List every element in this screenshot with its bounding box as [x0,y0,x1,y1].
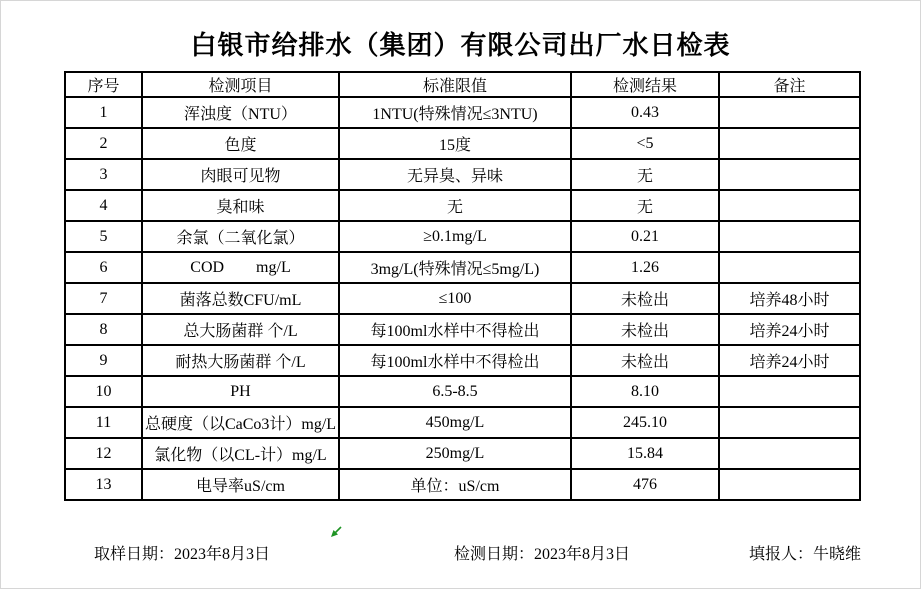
cell-note [719,128,860,159]
table-row [65,407,860,438]
footer [64,539,862,565]
cell-result: 476 [571,469,719,500]
cell-note [719,252,860,283]
cell-result: 未检出 [571,283,719,314]
table-row [65,376,860,407]
cell-note [719,438,860,469]
cell-limit: ≥0.1mg/L [339,221,571,252]
cell-limit: 无异臭、异味 [339,159,571,190]
cell-item: 菌落总数CFU/mL [142,283,339,314]
cell-no: 3 [65,159,142,190]
cell-note: 培养48小时 [719,283,860,314]
cell-result: 245.10 [571,407,719,438]
cell-limit: 3mg/L(特殊情况≤5mg/L) [339,252,571,283]
cell-no: 13 [65,469,142,500]
cell-limit: 450mg/L [339,407,571,438]
cell-note [719,190,860,221]
cell-no: 6 [65,252,142,283]
cell-note: 培养24小时 [719,345,860,376]
cell-no: 7 [65,283,142,314]
table-row [65,345,860,376]
table-row [65,128,860,159]
cell-item: 浑浊度（NTU） [142,97,339,128]
cell-result: 无 [571,190,719,221]
cell-item: 肉眼可见物 [142,159,339,190]
table-row [65,159,860,190]
cell-note [719,407,860,438]
cell-note [719,221,860,252]
cell-item: 氯化物（以CL-计）mg/L [142,438,339,469]
cell-result: 未检出 [571,345,719,376]
cell-result: 15.84 [571,438,719,469]
header-item: 检测项目 [142,72,339,97]
cell-note [719,159,860,190]
inspection-table [64,71,861,501]
cell-limit: 单位：uS/cm [339,469,571,500]
table-row [65,221,860,252]
table-row [65,314,860,345]
cell-note [719,97,860,128]
cell-no: 12 [65,438,142,469]
cell-no: 8 [65,314,142,345]
cell-item: PH [142,376,339,407]
cell-no: 10 [65,376,142,407]
table-row [65,438,860,469]
reporter-label: 填报人：牛晓维 [749,546,862,563]
test-date-label: 检测日期：2023年8月3日 [454,546,631,563]
cell-limit: 250mg/L [339,438,571,469]
cell-item: 总硬度（以CaCo3计）mg/L [142,407,339,438]
cell-item: 色度 [142,128,339,159]
cell-result: <5 [571,128,719,159]
cell-result: 0.21 [571,221,719,252]
cell-limit: 15度 [339,128,571,159]
cell-result: 0.43 [571,97,719,128]
cell-limit: 1NTU(特殊情况≤3NTU) [339,97,571,128]
cell-limit: 6.5-8.5 [339,376,571,407]
cell-result: 未检出 [571,314,719,345]
header-note: 备注 [719,72,860,97]
cell-item: 余氯（二氧化氯） [142,221,339,252]
cell-no: 11 [65,407,142,438]
cell-result: 8.10 [571,376,719,407]
cell-no: 2 [65,128,142,159]
cell-note [719,376,860,407]
cell-result: 无 [571,159,719,190]
table-header-row [65,72,860,97]
cell-no: 4 [65,190,142,221]
header-no: 序号 [65,72,142,97]
cell-limit: 每100ml水样中不得检出 [339,314,571,345]
page-title: 白银市给排水（集团）有限公司出厂水日检表 [190,31,731,60]
cell-item: 臭和味 [142,190,339,221]
table-row [65,283,860,314]
table-row [65,469,860,500]
cell-limit: 每100ml水样中不得检出 [339,345,571,376]
green-cursor-arrow-icon [330,526,342,538]
table-row [65,97,860,128]
table-row [65,252,860,283]
cell-result: 1.26 [571,252,719,283]
cell-note [719,469,860,500]
cell-limit: 无 [339,190,571,221]
cell-no: 9 [65,345,142,376]
cell-no: 5 [65,221,142,252]
header-limit: 标准限值 [339,72,571,97]
cell-limit: ≤100 [339,283,571,314]
cell-item: COD mg/L [142,252,339,283]
sampling-date-label: 取样日期：2023年8月3日 [94,546,271,563]
cell-note: 培养24小时 [719,314,860,345]
cell-item: 总大肠菌群 个/L [142,314,339,345]
header-result: 检测结果 [571,72,719,97]
cell-no: 1 [65,97,142,128]
table-row [65,190,860,221]
cell-item: 耐热大肠菌群 个/L [142,345,339,376]
cell-item: 电导率uS/cm [142,469,339,500]
